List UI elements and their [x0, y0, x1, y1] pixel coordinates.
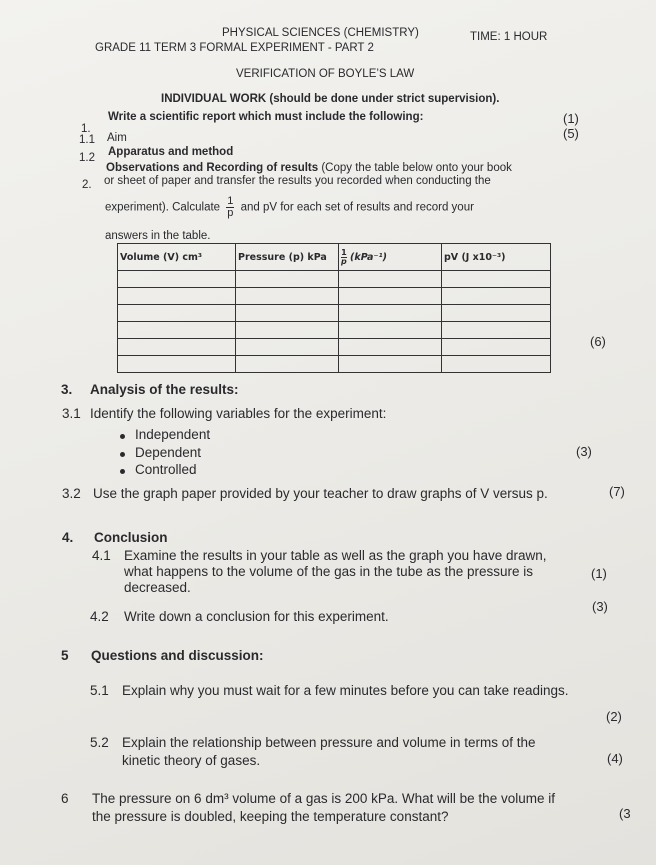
q3-title: Analysis of the results:	[90, 382, 239, 397]
col-one-over-p	[339, 244, 442, 271]
table-cell	[442, 356, 551, 373]
q3-number: 3.	[61, 382, 73, 397]
variable-independent: Independent	[135, 427, 211, 442]
table-cell	[118, 339, 236, 356]
q3-2-mark: (7)	[609, 484, 625, 499]
q4-2-text: Write down a conclusion for this experiment.	[124, 609, 389, 624]
table-cell	[339, 305, 442, 322]
table-row	[118, 271, 551, 288]
q5-2-mark: (4)	[607, 751, 623, 766]
bullet-icon	[120, 434, 125, 439]
table-cell	[339, 271, 442, 288]
q2-line3	[105, 196, 474, 219]
q4-1-line1: Examine the results in your table as well as the graph you have drawn,	[124, 548, 547, 563]
q2-mark: (6)	[590, 334, 606, 349]
table-row	[118, 356, 551, 373]
table-cell	[118, 271, 236, 288]
q6-line2: the pressure is doubled, keeping the temperature constant?	[92, 809, 449, 824]
fraction-denominator: p	[227, 207, 234, 219]
q5-1-mark: (2)	[606, 709, 622, 724]
table-cell	[442, 271, 551, 288]
q1-2-number: 1.2	[79, 152, 95, 164]
q4-1-line2: what happens to the volume of the gas in the tube as the pressure is	[124, 564, 534, 579]
table-cell	[339, 322, 442, 339]
table-cell	[236, 322, 339, 339]
q4-1-number: 4.1	[92, 548, 111, 563]
experiment-title: VERIFICATION OF BOYLE’S LAW	[236, 68, 415, 80]
q5-2-number: 5.2	[90, 735, 109, 750]
table-row	[118, 322, 551, 339]
table-cell	[236, 339, 339, 356]
q2-line1-rest: (Copy the table below onto your book	[318, 162, 512, 174]
table-cell	[236, 305, 339, 322]
col3-fraction	[341, 249, 347, 266]
table-row	[118, 339, 551, 356]
time-label: TIME: 1 HOUR	[470, 31, 548, 43]
q2-lead: Observations and Recording of results	[106, 162, 319, 174]
q5-1-text: Explain why you must wait for a few minutes before you can take readings.	[122, 683, 569, 698]
table-cell	[118, 356, 236, 373]
col3-numerator: 1	[341, 247, 347, 257]
q1-1-mark: (5)	[563, 126, 579, 141]
table-cell	[236, 271, 339, 288]
q4-2-mark: (3)	[592, 599, 608, 614]
q4-2-number: 4.2	[90, 609, 109, 624]
q3-2-number: 3.2	[62, 486, 81, 501]
table-row	[118, 288, 551, 305]
q6-line1: The pressure on 6 dm³ volume of a gas is 200 kPa. What will be the volume if	[92, 791, 555, 806]
q6-mark: (3	[619, 806, 631, 821]
fraction-numerator: 1	[227, 195, 234, 207]
bullet-icon	[120, 469, 125, 474]
table-cell	[339, 339, 442, 356]
q4-number: 4.	[62, 530, 74, 545]
one-over-p-fraction	[226, 196, 234, 219]
q5-2-line1: Explain the relationship between pressure and volume in terms of the	[122, 735, 536, 750]
table-cell	[118, 322, 236, 339]
q3-1-number: 3.1	[62, 406, 81, 421]
q1-1-number: 1.1	[79, 134, 95, 146]
q3-1-mark: (3)	[576, 444, 592, 459]
q1-text: Write a scientific report which must include the following:	[108, 111, 424, 123]
q1-mark: (1)	[563, 111, 579, 126]
q3-2-text: Use the graph paper provided by your teacher to draw graphs of V versus p.	[93, 486, 548, 501]
table-header-row	[118, 244, 551, 271]
table-cell	[236, 288, 339, 305]
col-pressure: Pressure (p) kPa	[236, 244, 339, 271]
q5-title: Questions and discussion:	[91, 648, 264, 663]
q1-number: 1.	[81, 123, 91, 135]
q2-line3-b: and pV for each set of results and record your	[240, 201, 474, 214]
q2-line2: or sheet of paper and transfer the results you recorded when conducting the	[104, 175, 491, 187]
q4-1-line3: decreased.	[124, 580, 191, 595]
q5-1-number: 5.1	[90, 683, 109, 698]
table-cell	[339, 288, 442, 305]
table-cell	[118, 305, 236, 322]
instruction-text: INDIVIDUAL WORK (should be done under strict supervision).	[161, 93, 500, 105]
grade-line: GRADE 11 TERM 3 FORMAL EXPERIMENT - PART 2	[95, 42, 374, 54]
subject-title: PHYSICAL SCIENCES (CHEMISTRY)	[222, 27, 419, 39]
table-cell	[442, 339, 551, 356]
col-volume: Volume (V) cm³	[118, 244, 236, 271]
col3-unit: (kPa⁻¹)	[350, 251, 387, 263]
bullet-icon	[120, 452, 125, 457]
q1-1-aim: Aim	[107, 132, 127, 144]
table-cell	[118, 288, 236, 305]
q5-2-line2: kinetic theory of gases.	[122, 753, 261, 768]
q2-line4: answers in the table.	[105, 230, 211, 242]
results-table	[117, 243, 551, 373]
variable-controlled: Controlled	[135, 462, 197, 477]
table-cell	[442, 305, 551, 322]
table-cell	[236, 356, 339, 373]
table-row	[118, 305, 551, 322]
q5-number: 5	[61, 648, 69, 663]
q2-line3-a: experiment). Calculate	[105, 201, 221, 214]
q1-2-apparatus: Apparatus and method	[108, 146, 234, 158]
q6-number: 6	[61, 791, 69, 806]
col-pv: pV (J x10⁻³)	[442, 244, 551, 271]
q3-1-text: Identify the following variables for the experiment:	[90, 406, 387, 421]
q2-number: 2.	[82, 179, 92, 191]
q4-1-mark: (1)	[591, 566, 607, 581]
q4-title: Conclusion	[94, 530, 168, 545]
table-cell	[339, 356, 442, 373]
table-cell	[442, 288, 551, 305]
table-cell	[442, 322, 551, 339]
col3-denominator: p	[341, 256, 347, 266]
variable-dependent: Dependent	[135, 445, 202, 460]
